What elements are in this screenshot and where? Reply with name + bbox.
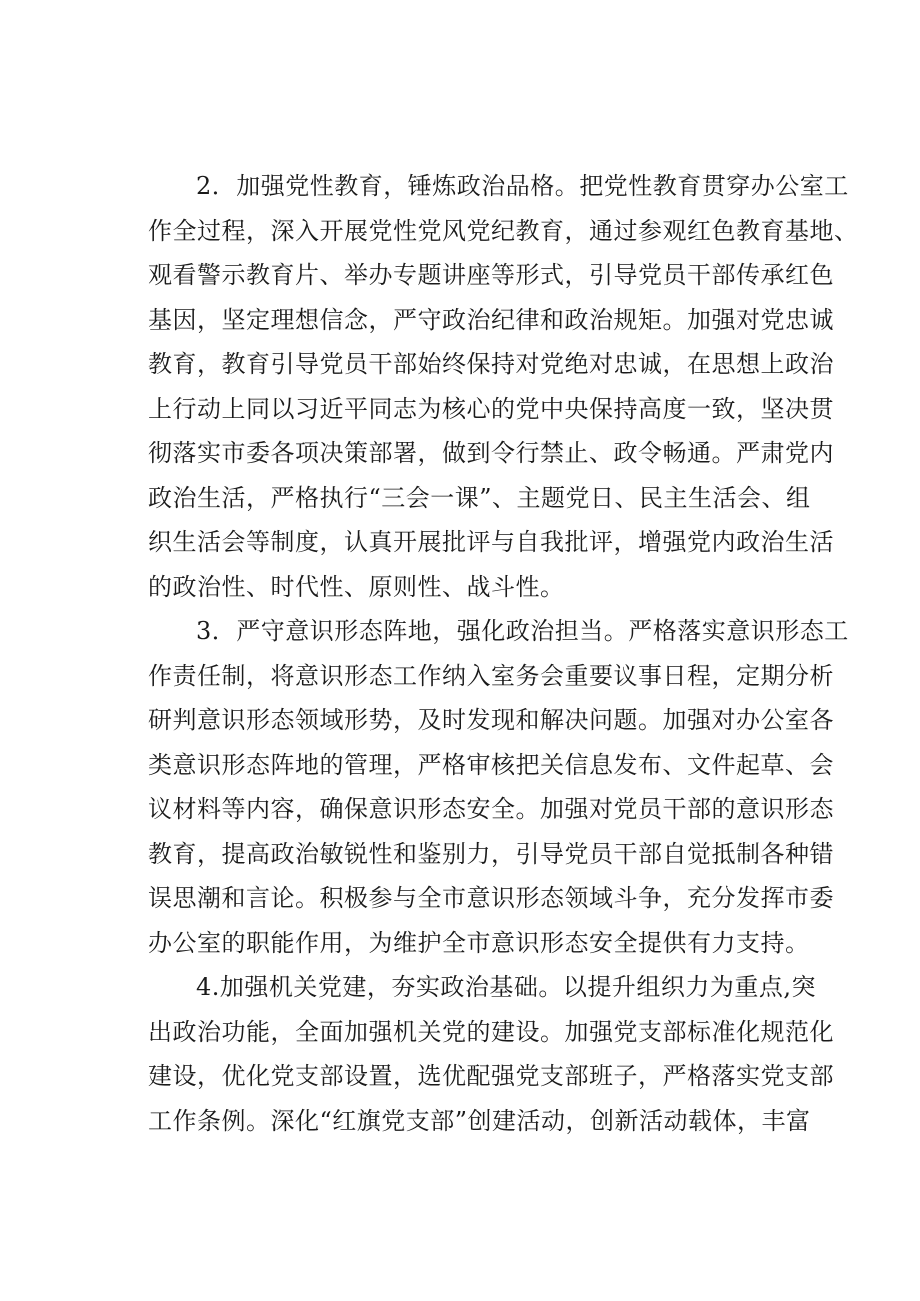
paragraph-3-line: 议材料等内容，确保意识形态安全。加强对党员干部的意识形态 (148, 795, 834, 823)
paragraph-2-line: 基因，坚定理想信念，严守政治纪律和政治规矩。加强对党忠诚 (148, 305, 834, 334)
document-body (148, 164, 859, 1143)
paragraph-2-line: 的政治性、时代性、原则性、战斗性。 (148, 572, 565, 601)
paragraph-2-line: 教育，教育引导党员干部始终保持对党绝对忠诚，在思想上政治 (148, 350, 834, 378)
paragraph-3-line: 教育，提高政治敏锐性和鉴别力，引导党员干部自觉抵制各种错 (148, 839, 834, 868)
paragraph-4-line: 建设，优化党支部设置，选优配强党支部班子，严格落实党支部 (148, 1062, 834, 1090)
paragraph-3-line: 办公室的职能作用，为维护全市意识形态安全提供有力支持。 (148, 928, 810, 957)
paragraph-2-line: 织生活会等制度，认真开展批评与自我批评，增强党内政治生活 (148, 528, 834, 556)
paragraph-3-line: 误思潮和言论。积极参与全市意识形态领域斗争，充分发挥市委 (148, 884, 834, 912)
paragraph-3-line: 3．严守意识形态阵地，强化政治担当。严格落实意识形态工 (196, 617, 849, 645)
paragraph-2-line: 彻落实市委各项决策部署，做到令行禁止、政令畅通。严肃党内 (148, 439, 834, 467)
paragraph-2-line: 观看警示教育片、举办专题讲座等形式，引导党员干部传承红色 (148, 261, 834, 289)
paragraph-3-line: 作责任制，将意识形态工作纳入室务会重要议事日程，定期分析 (148, 661, 834, 690)
paragraph-2-line: 作全过程，深入开展党性党风党纪教育，通过参观红色教育基地、 (148, 216, 859, 245)
paragraph-3-line: 研判意识形态领域形势，及时发现和解决问题。加强对办公室各 (148, 706, 834, 734)
paragraph-2-line: 上行动上同以习近平同志为核心的党中央保持高度一致，坚决贯 (148, 394, 834, 423)
paragraph-3-line: 类意识形态阵地的管理，严格审核把关信息发布、文件起草、会 (148, 750, 834, 779)
paragraph-2-line: 2．加强党性教育，锤炼政治品格。把党性教育贯穿办公室工 (196, 172, 849, 200)
paragraph-4-line: 工作条例。深化“红旗党支部”创建活动，创新活动载体，丰富 (148, 1106, 811, 1135)
paragraph-2-line: 政治生活，严格执行“三会一课”、主题党日、民主生活会、组 (148, 483, 811, 512)
paragraph-4-line: 出政治功能，全面加强机关党的建设。加强党支部标准化规范化 (148, 1017, 834, 1046)
paragraph-4-line: 4.加强机关党建，夯实政治基础。以提升组织力为重点,突 (196, 973, 817, 1001)
